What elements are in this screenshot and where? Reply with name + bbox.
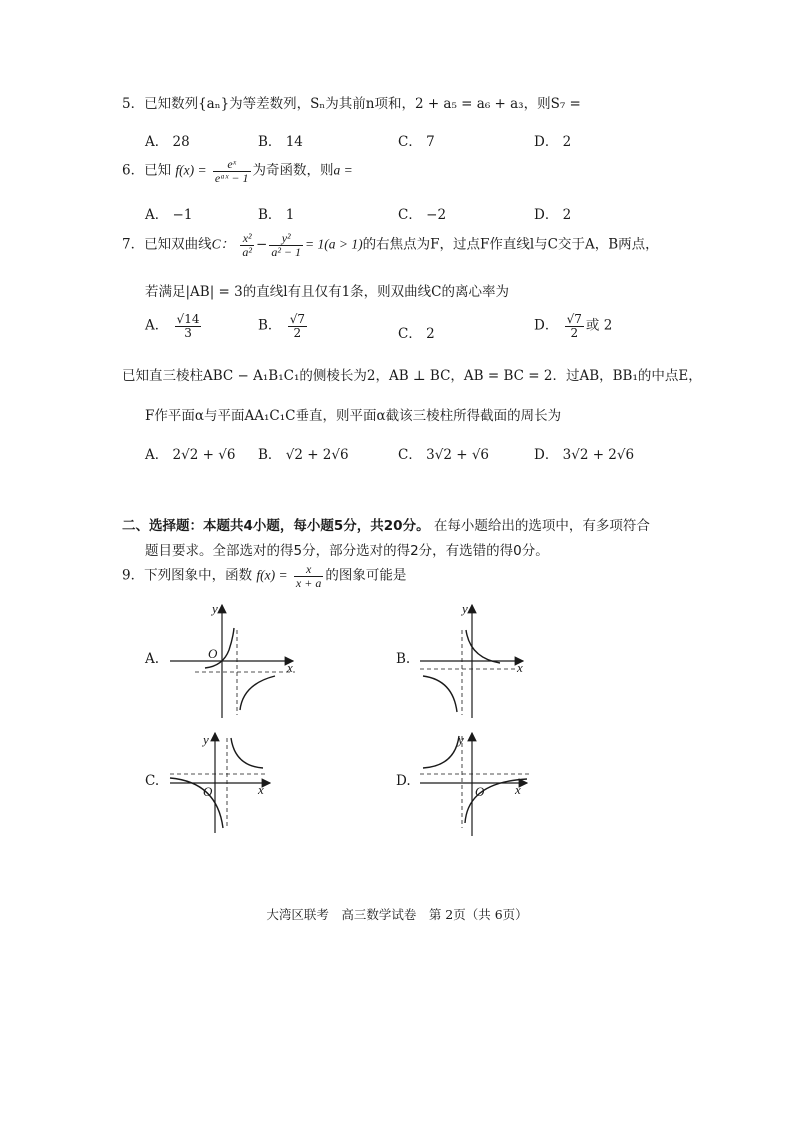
question-8-line2: F作平面α与平面AA₁C₁C垂直，则平面α截该三棱柱所得截面的周长为 (145, 408, 562, 424)
y-axis-label: y (212, 601, 218, 616)
q5-option-c[interactable]: C． 7 (398, 134, 435, 150)
page-footer: 大湾区联考 高三数学试卷 第 2页（共 6页） (266, 907, 528, 922)
q8-option-b[interactable]: B． √2 + 2√6 (258, 447, 349, 463)
origin-label: O (475, 784, 485, 799)
question-5 (122, 92, 581, 112)
question-7: 7．已知双曲线C： $\frac{\text{x²}}{\text{a²}}$ − $\frac{\text{y²}}{\text{a² − 1}}$ = 1(a > 1)的右焦点为F，过点F作直线l与C交于A，B两点， (122, 231, 659, 259)
q6-option-b[interactable]: B． 1 (258, 207, 295, 223)
q9-graph-c (165, 728, 285, 838)
q9-graph-b (415, 600, 555, 720)
q8-option-c[interactable]: C． 3√2 + √6 (398, 447, 490, 463)
q9-graph-a (165, 600, 305, 720)
q6-option-c[interactable]: C． −2 (398, 207, 447, 223)
q8-option-a[interactable]: A． 2√2 + √6 (145, 447, 236, 463)
function-lhs: f(x) = (175, 162, 207, 178)
x-axis-label: x (515, 782, 521, 797)
origin-label: O (208, 646, 218, 661)
q9-graph-label-a[interactable]: A. (145, 651, 160, 667)
question-number: 5． (122, 96, 145, 112)
x-axis-label: x (287, 660, 293, 675)
y-axis-label: y (462, 601, 468, 616)
q7-option-b[interactable]: B． $\frac{√7}{2}$ (258, 312, 305, 340)
q5-option-d[interactable]: D． 2 (534, 134, 572, 150)
q6-option-d[interactable]: D． 2 (534, 207, 572, 223)
origin-label: O (203, 784, 213, 799)
question-8: 已知直三棱柱ABC − A₁B₁C₁的侧棱长为2，AB ⊥ BC，AB = BC = 2．过AB，BB₁的中点E， (122, 368, 702, 384)
q5-option-a[interactable]: A． 28 (145, 134, 190, 150)
section-2-note: 题目要求。全部选对的得5分，部分选对的得2分，有选错的得0分。 (145, 543, 549, 559)
y-axis-label: y (203, 732, 209, 747)
section-2-header: 二、选择题：本题共4小题，每小题5分，共20分。 在每小题给出的选项中，有多项符合 (122, 518, 650, 534)
question-stem: 已知数列{aₙ}为等差数列，Sₙ为其前n项和，2 + a₅ = a₆ + a₃，则S₇ = (144, 96, 581, 112)
q9-graph-label-c[interactable]: C. (145, 773, 160, 789)
q7-option-c[interactable]: C． 2 (398, 326, 435, 342)
q5-option-b[interactable]: B． 14 (258, 134, 303, 150)
x-axis-label: x (258, 782, 264, 797)
q7-option-d[interactable]: D． $\frac{√7}{2}$ 或 2 (534, 312, 613, 340)
q9-graph-label-d[interactable]: D. (396, 773, 411, 789)
q7-option-a[interactable]: A． $\frac{√14}{3}$ (145, 312, 200, 340)
function-fraction: $\frac{\text{eˣ}}{\text{eᵃˣ − 1}}$ (214, 157, 249, 185)
q6-option-a[interactable]: A． −1 (145, 207, 193, 223)
question-7-line2: 若满足|AB| = 3的直线l有且仅有1条，则双曲线C的离心率为 (145, 284, 509, 300)
q9-graph-label-b[interactable]: B. (396, 651, 411, 667)
q8-option-d[interactable]: D． 3√2 + 2√6 (534, 447, 635, 463)
question-6: 6．已知 f(x) = $\frac{\text{eˣ}}{\text{eᵃˣ − 1}}$ 为奇函数，则a = (122, 157, 353, 185)
x-axis-label: x (517, 660, 523, 675)
y-axis-label: y (458, 732, 464, 747)
q9-graph-d (415, 728, 555, 838)
question-9: 9．下列图象中，函数 f(x) = $\frac{x}{x + a}$ 的图象可能是 (122, 562, 407, 590)
